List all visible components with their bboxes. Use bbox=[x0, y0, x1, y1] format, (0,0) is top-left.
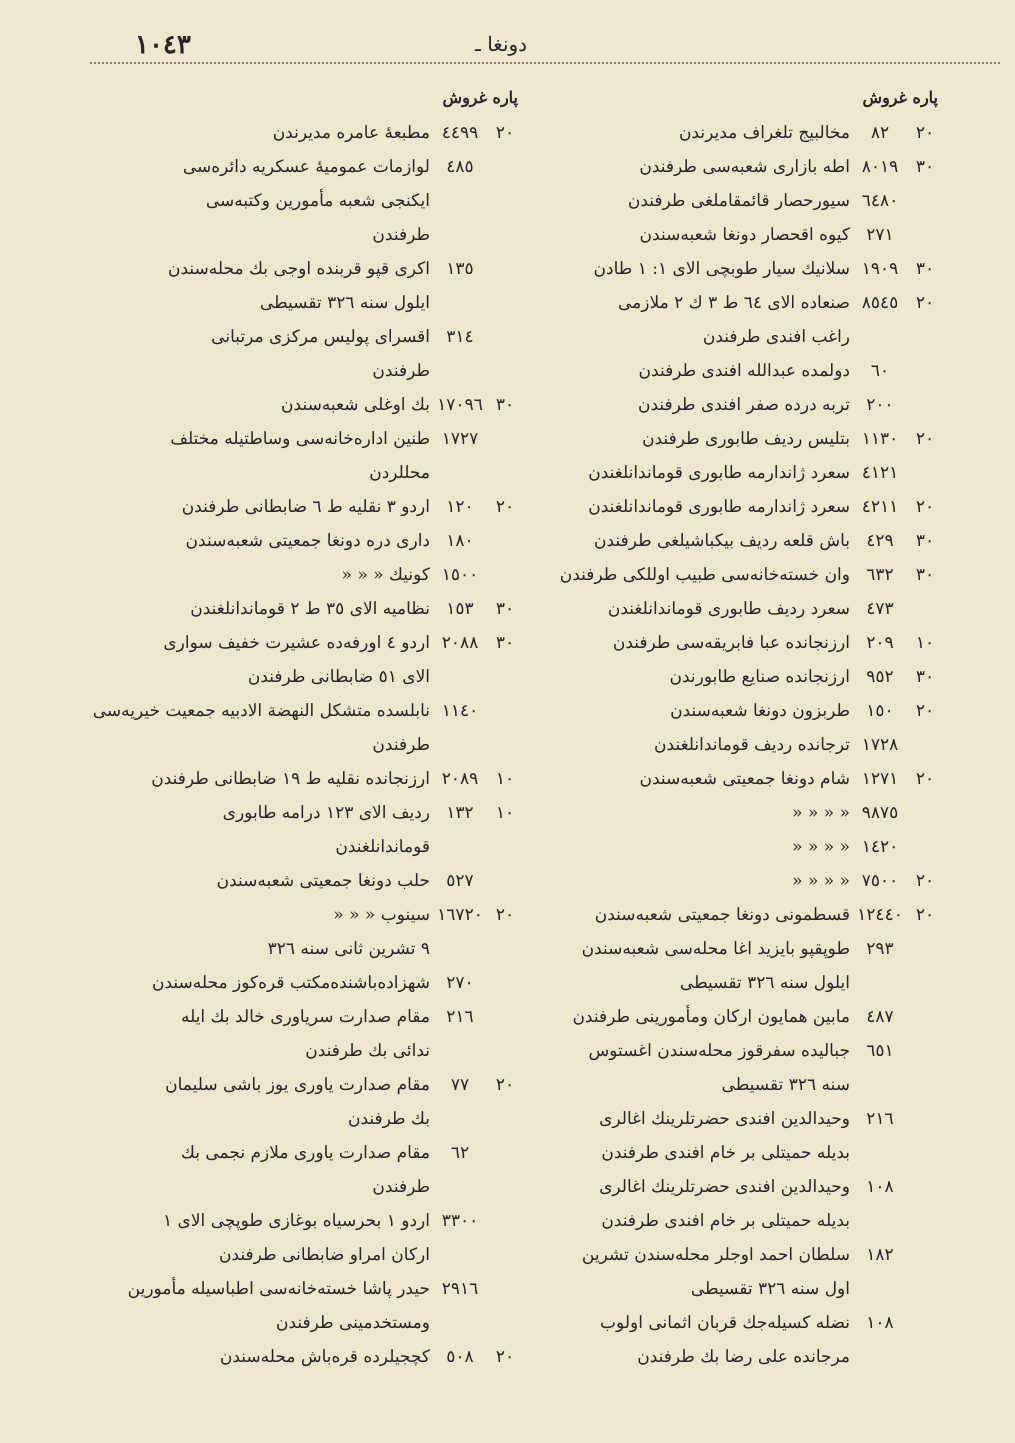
description-line: نابلسده متشکل النهضة الادبیه جمعیت خیریه‌سی bbox=[92, 701, 430, 721]
description-line: قوماندانلغندن bbox=[335, 837, 430, 857]
description-line: بك اوغلی شعبه‌سندن bbox=[281, 395, 430, 415]
donor-description bbox=[95, 626, 430, 694]
ledger-entry bbox=[95, 796, 520, 864]
description-line: سعرد ژاندارمه طابوری قوماندانلغندن bbox=[588, 497, 850, 517]
kurus-amount: ٣٣٠٠ bbox=[441, 1211, 479, 1231]
kurus-amount: ٧٥٠٠ bbox=[861, 871, 899, 891]
kurus-amount: ١٣٥ bbox=[446, 259, 474, 279]
kurus-amount: ١٠٨ bbox=[866, 1313, 894, 1333]
description-line: بدیله حمیتلی بر خام افندی طرفندن bbox=[601, 1143, 850, 1163]
ledger-entry bbox=[545, 898, 940, 932]
ledger-entry bbox=[545, 354, 940, 388]
donor-description bbox=[545, 796, 850, 830]
donor-description bbox=[545, 558, 850, 592]
kurus-amount: ١٥٠ bbox=[866, 701, 894, 721]
donor-description bbox=[545, 592, 850, 626]
description-line: سلطان احمد اوجلر محله‌سندن تشرین bbox=[581, 1245, 850, 1265]
ledger-entry bbox=[545, 286, 940, 354]
ledger-entry bbox=[545, 490, 940, 524]
donor-description bbox=[95, 1000, 430, 1068]
ledger-entry bbox=[545, 694, 940, 728]
donor-description bbox=[95, 864, 430, 898]
kurus-amount: ٨٥٤٥ bbox=[861, 293, 899, 313]
ledger-entry bbox=[545, 728, 940, 762]
ledger-entry bbox=[545, 1034, 940, 1102]
ledger-entry bbox=[545, 660, 940, 694]
description-line: اقسرای پولیس مرکزی مرتبانی bbox=[211, 327, 430, 347]
ledger-entry bbox=[95, 1000, 520, 1068]
description-line: بك طرفندن bbox=[347, 1109, 430, 1129]
description-line: مقام صدارت یاوری یوز باشی سلیمان bbox=[165, 1075, 430, 1095]
donor-description bbox=[545, 626, 850, 660]
ledger-entry bbox=[545, 1102, 940, 1170]
description-line: ردیف الای ١٢٣ درامه طابوری bbox=[222, 803, 430, 823]
kurus-amount: ١٨٢ bbox=[866, 1245, 894, 1265]
ledger-entry bbox=[95, 898, 520, 932]
donor-description bbox=[545, 1102, 850, 1170]
kurus-amount: ٢١٦ bbox=[446, 1007, 474, 1027]
donor-description bbox=[545, 184, 850, 218]
donor-description bbox=[545, 660, 850, 694]
header-rule bbox=[90, 62, 1000, 64]
description-line: حیدر پاشا خسته‌خانه‌سی اطباسیله مأمورین bbox=[127, 1279, 430, 1299]
ledger-entry bbox=[545, 592, 940, 626]
donor-description bbox=[545, 252, 850, 286]
description-line: لوازمات عمومیهٔ عسکریه دائره‌سی bbox=[182, 157, 430, 177]
para-amount: ٢٠ bbox=[915, 769, 935, 789]
kurus-amount: ٤٨٥ bbox=[446, 157, 474, 177]
kurus-amount: ١١٤٠ bbox=[441, 701, 479, 721]
donor-description bbox=[93, 694, 430, 762]
donor-description bbox=[545, 898, 850, 932]
ledger-entry bbox=[545, 626, 940, 660]
description-line: ایلول سنه ٣٢٦ تقسیطی bbox=[679, 973, 850, 993]
ledger-entry bbox=[95, 558, 520, 592]
kurus-amount: ٨٠١٩ bbox=[861, 157, 899, 177]
ledger-entry bbox=[95, 1068, 520, 1136]
description-line: الای ٥١ ضابطانی طرفندن bbox=[247, 667, 430, 687]
description-line: وحیدالدین افندی حضرتلرینك اغالری bbox=[599, 1109, 850, 1129]
donor-description bbox=[95, 422, 430, 490]
para-amount: ١٠ bbox=[495, 769, 515, 789]
description-line: اردو ٤ اورفه‌ده عشیرت خفیف سواری bbox=[163, 633, 430, 653]
donor-description bbox=[95, 524, 430, 558]
kurus-amount: ٢١٦ bbox=[866, 1109, 894, 1129]
ledger-entry bbox=[545, 796, 940, 830]
ledger-entry bbox=[95, 150, 520, 252]
donor-description bbox=[95, 490, 430, 524]
kurus-amount: ٤٢٩ bbox=[866, 531, 894, 551]
para-amount: ٣٠ bbox=[495, 633, 515, 653]
ledger-entry bbox=[545, 184, 940, 218]
description-line: کونیك « « « bbox=[341, 565, 430, 585]
para-amount: ٢٠ bbox=[495, 123, 515, 143]
description-line: « « « « bbox=[792, 803, 850, 823]
ledger-entry bbox=[545, 252, 940, 286]
column-header: پاره غروش bbox=[442, 88, 518, 107]
kurus-amount: ١٠٨ bbox=[866, 1177, 894, 1197]
donor-description bbox=[545, 456, 850, 490]
para-amount: ٢٠ bbox=[495, 1347, 515, 1367]
donor-description bbox=[545, 524, 850, 558]
description-line: ارزنجانده نقلیه ط ١٩ ضابطانی طرفندن bbox=[151, 769, 430, 789]
ledger-entry bbox=[545, 762, 940, 796]
kurus-amount: ١٢٧١ bbox=[861, 769, 899, 789]
ledger-entry bbox=[545, 864, 940, 898]
ledger-entry bbox=[95, 490, 520, 524]
description-line: ندائی بك طرفندن bbox=[305, 1041, 430, 1061]
donor-description bbox=[95, 1272, 430, 1340]
para-amount: ٢٠ bbox=[915, 123, 935, 143]
kurus-amount: ٩٥٢ bbox=[866, 667, 894, 687]
description-line: مطبعهٔ عامره مدیرندن bbox=[272, 123, 430, 143]
donor-description bbox=[95, 1136, 430, 1204]
description-line: قسطمونی دونغا جمعیتی شعبه‌سندن bbox=[594, 905, 850, 925]
donor-description bbox=[545, 150, 850, 184]
ledger-entry bbox=[95, 422, 520, 490]
ledger-entry bbox=[95, 592, 520, 626]
kurus-amount: ٦٢ bbox=[450, 1143, 470, 1163]
left-column bbox=[92, 88, 520, 1374]
donor-description bbox=[95, 1204, 430, 1272]
kurus-amount: ١٢٠ bbox=[446, 497, 474, 517]
description-line: مرجانده علی رضا بك طرفندن bbox=[637, 1347, 850, 1367]
kurus-amount: ٥٠٨ bbox=[446, 1347, 474, 1367]
donor-description bbox=[545, 932, 850, 1000]
donor-description bbox=[95, 796, 430, 864]
kurus-amount: ١٨٠ bbox=[446, 531, 474, 551]
ledger-entry bbox=[545, 932, 940, 1000]
donor-description bbox=[545, 1238, 850, 1306]
kurus-amount: ٢٠٩ bbox=[866, 633, 894, 653]
description-line: نظامیه الای ٣٥ ط ٢ قوماندانلغندن bbox=[190, 599, 430, 619]
ledger-entry bbox=[545, 150, 940, 184]
para-amount: ٢٠ bbox=[495, 905, 515, 925]
kurus-amount: ٦٠ bbox=[870, 361, 890, 381]
kurus-amount: ٢٠٨٨ bbox=[441, 633, 479, 653]
ledger-entry bbox=[545, 218, 940, 252]
description-line: طنین اداره‌خانه‌سی وساطتیله مختلف bbox=[170, 429, 430, 449]
para-amount: ٢٠ bbox=[915, 701, 935, 721]
donor-description bbox=[545, 388, 850, 422]
para-amount: ٣٠ bbox=[915, 157, 935, 177]
kurus-amount: ١٤٢٠ bbox=[861, 837, 899, 857]
para-amount: ٣٠ bbox=[915, 565, 935, 585]
ledger-entry bbox=[95, 116, 520, 150]
kurus-amount: ٢٠٨٩ bbox=[441, 769, 479, 789]
kurus-amount: ١٧٢٧ bbox=[441, 429, 479, 449]
description-line: شهزاده‌باشنده‌مکتب قره‌کوز محله‌سندن bbox=[151, 973, 430, 993]
ledger-entry bbox=[95, 626, 520, 694]
kurus-amount: ٦٤٨٠ bbox=[861, 191, 899, 211]
donor-description bbox=[545, 694, 850, 728]
page-number: ١٠٤٣ bbox=[135, 30, 191, 60]
description-line: وان خسته‌خانه‌سی طبیب اوللکی طرفندن bbox=[559, 565, 850, 585]
kurus-amount: ٦٥١ bbox=[866, 1041, 894, 1061]
description-line: حلب دونغا جمعیتی شعبه‌سندن bbox=[216, 871, 430, 891]
kurus-amount: ٢٩٣ bbox=[866, 939, 894, 959]
ledger-entry bbox=[545, 1238, 940, 1306]
description-line: طرفندن bbox=[372, 735, 430, 755]
description-line: ایکنجی شعبه مأمورین وکتبه‌سی bbox=[205, 191, 430, 211]
ledger-entry bbox=[545, 1170, 940, 1238]
para-amount: ١٠ bbox=[495, 803, 515, 823]
description-line: سینوب « « « bbox=[333, 905, 430, 925]
donor-description bbox=[95, 762, 430, 796]
para-amount: ٣٠ bbox=[915, 667, 935, 687]
kurus-amount: ٢٧١ bbox=[866, 225, 894, 245]
donor-description bbox=[95, 388, 430, 422]
kurus-amount: ٤٧٣ bbox=[866, 599, 894, 619]
description-line: سیورحصار قائمقاملغی طرفندن bbox=[627, 191, 850, 211]
ledger-entry bbox=[545, 830, 940, 864]
description-line: اکری قپو قربنده اوجی بك محله‌سندن bbox=[167, 259, 430, 279]
ledger-entry bbox=[95, 524, 520, 558]
kurus-amount: ٤٤٩٩ bbox=[441, 123, 479, 143]
description-line: طرفندن bbox=[372, 225, 430, 245]
para-amount: ٣٠ bbox=[495, 599, 515, 619]
donor-description bbox=[545, 1034, 850, 1102]
ledger-entry bbox=[545, 1306, 940, 1374]
para-amount: ٢٠ bbox=[915, 871, 935, 891]
description-line: سنه ٣٢٦ تقسیطی bbox=[721, 1075, 850, 1095]
ledger-entry bbox=[95, 932, 520, 966]
description-line: « « « « bbox=[792, 871, 850, 891]
ledger-entry bbox=[545, 524, 940, 558]
donor-description bbox=[95, 116, 430, 150]
donor-description bbox=[545, 1306, 850, 1374]
kurus-amount: ٧٧ bbox=[450, 1075, 470, 1095]
description-line: صنعاده الای ٦٤ ط ٣ ك ٢ ملازمی bbox=[617, 293, 850, 313]
donor-description bbox=[95, 592, 430, 626]
kurus-amount: ٣١٤ bbox=[446, 327, 474, 347]
donor-description bbox=[545, 354, 850, 388]
ledger-entry bbox=[95, 252, 520, 320]
description-line: بدیله حمیتلی بر خام افندی طرفندن bbox=[601, 1211, 850, 1231]
description-line: ترجانده ردیف قوماندانلغندن bbox=[654, 735, 850, 755]
donor-description bbox=[95, 150, 430, 252]
para-amount: ٣٠ bbox=[915, 259, 935, 279]
description-line: کیوه اقحصار دونغا شعبه‌سندن bbox=[639, 225, 850, 245]
ledger-entry bbox=[95, 1340, 520, 1374]
description-line: ارزنجانده عبا فابریقه‌سی طرفندن bbox=[612, 633, 850, 653]
kurus-amount: ١٥٣ bbox=[446, 599, 474, 619]
donor-description bbox=[545, 864, 850, 898]
description-line: باش قلعه ردیف بیکباشیلغی طرفندن bbox=[594, 531, 850, 551]
description-line: راغب افندی طرفندن bbox=[702, 327, 850, 347]
donor-description bbox=[545, 422, 850, 456]
description-line: جبالیده سفرقوز محله‌سندن اغستوس bbox=[588, 1041, 850, 1061]
ledger-entry bbox=[545, 1000, 940, 1034]
kurus-amount: ١٣٢ bbox=[446, 803, 474, 823]
description-line: طرفندن bbox=[372, 1177, 430, 1197]
kurus-amount: ١٢٤٤٠ bbox=[857, 905, 903, 925]
ledger-entry bbox=[545, 558, 940, 592]
para-amount: ٢٠ bbox=[495, 497, 515, 517]
ledger-entry bbox=[95, 388, 520, 422]
donor-description bbox=[545, 1170, 850, 1238]
kurus-amount: ٥٢٧ bbox=[446, 871, 474, 891]
kurus-amount: ٨٢ bbox=[870, 123, 890, 143]
ledger-entry bbox=[95, 864, 520, 898]
kurus-amount: ٤٨٧ bbox=[866, 1007, 894, 1027]
donor-description bbox=[545, 490, 850, 524]
description-line: سعرد ردیف طابوری قوماندانلغندن bbox=[607, 599, 850, 619]
description-line: ارکان امراو ضابطانی طرفندن bbox=[219, 1245, 430, 1265]
description-line: داری دره دونغا جمعیتی شعبه‌سندن bbox=[185, 531, 430, 551]
donor-description bbox=[545, 116, 850, 150]
para-amount: ٢٠ bbox=[915, 497, 935, 517]
description-line: طربزون دونغا شعبه‌سندن bbox=[670, 701, 850, 721]
description-line: مقام صدارت یاوری ملازم نجمی بك bbox=[180, 1143, 430, 1163]
description-line: طوپقپو بایزید اغا محله‌سی شعبه‌سندن bbox=[581, 939, 850, 959]
kurus-amount: ٢٩١٦ bbox=[441, 1279, 479, 1299]
donor-description bbox=[95, 1068, 430, 1136]
right-column bbox=[545, 88, 940, 1374]
description-line: ارزنجانده صنایع طابورندن bbox=[669, 667, 850, 687]
donor-description bbox=[95, 252, 430, 320]
description-line: بتلیس ردیف طابوری طرفندن bbox=[642, 429, 850, 449]
ledger-entry bbox=[545, 456, 940, 490]
donor-description bbox=[95, 898, 430, 932]
description-line: شام دونغا جمعیتی شعبه‌سندن bbox=[639, 769, 850, 789]
donor-description bbox=[545, 728, 850, 762]
description-line: سلانیك سیار طوبچی الای ١: ١ طادن bbox=[593, 259, 850, 279]
ledger-entry bbox=[545, 388, 940, 422]
donor-description bbox=[545, 286, 850, 354]
ledger-entry bbox=[95, 320, 520, 388]
kurus-amount: ٢٧٠ bbox=[446, 973, 474, 993]
ledger-entry bbox=[545, 116, 940, 150]
column-header: پاره غروش bbox=[862, 88, 938, 107]
para-amount: ٢٠ bbox=[915, 293, 935, 313]
kurus-amount: ٦٣٢ bbox=[866, 565, 894, 585]
kurus-amount: ٩٨٧٥ bbox=[861, 803, 899, 823]
description-line: ٩ تشرین ثانی سنه ٣٢٦ bbox=[267, 939, 430, 959]
para-amount: ١٠ bbox=[915, 633, 935, 653]
ledger-entry bbox=[95, 1204, 520, 1272]
donor-description bbox=[95, 1340, 430, 1374]
description-line: نضله کسیله‌جك قربان اثمانی اولوب bbox=[600, 1313, 850, 1333]
para-amount: ٢٠ bbox=[495, 1075, 515, 1095]
donor-description bbox=[545, 762, 850, 796]
donor-description bbox=[545, 830, 850, 864]
ledger-entry bbox=[95, 762, 520, 796]
para-amount: ٣٠ bbox=[495, 395, 515, 415]
ledger-entry bbox=[545, 422, 940, 456]
description-line: دولمده عبدالله افندی طرفندن bbox=[638, 361, 850, 381]
description-line: مقام صدارت سریاوری خالد بك ایله bbox=[180, 1007, 430, 1027]
description-line: اردو ١ بحرسیاه بوغازی طوپچی الای ١ bbox=[163, 1211, 430, 1231]
donor-description bbox=[95, 966, 430, 1000]
ledger-entry bbox=[92, 694, 520, 762]
description-line: طرفندن bbox=[372, 361, 430, 381]
kurus-amount: ١٦٧٢٠ bbox=[437, 905, 483, 925]
description-line: سعرد ژاندارمه طابوری قوماندانلغندن bbox=[588, 463, 850, 483]
kurus-amount: ٤١٢١ bbox=[861, 463, 899, 483]
description-line: ایلول سنه ٣٢٦ تقسیطی bbox=[259, 293, 430, 313]
kurus-amount: ١٩٠٩ bbox=[861, 259, 899, 279]
kurus-amount: ١١٣٠ bbox=[861, 429, 899, 449]
ledger-entry bbox=[95, 966, 520, 1000]
para-amount: ٢٠ bbox=[915, 429, 935, 449]
kurus-amount: ١٥٠٠ bbox=[441, 565, 479, 585]
donor-description bbox=[95, 320, 430, 388]
para-amount: ٢٠ bbox=[915, 905, 935, 925]
page-header bbox=[0, 30, 1015, 64]
description-line: « « « « bbox=[792, 837, 850, 857]
donor-description bbox=[545, 1000, 850, 1034]
description-line: مابین همایون ارکان ومأمورینی طرفندن bbox=[572, 1007, 850, 1027]
kurus-amount: ٢٠٠ bbox=[866, 395, 894, 415]
kurus-amount: ١٧٢٨ bbox=[861, 735, 899, 755]
para-amount: ٣٠ bbox=[915, 531, 935, 551]
ledger-entry bbox=[95, 1272, 520, 1340]
donor-description bbox=[545, 218, 850, 252]
description-line: اول سنه ٣٢٦ تقسیطی bbox=[690, 1279, 850, 1299]
description-line: تربه درده صفر افندی طرفندن bbox=[637, 395, 850, 415]
description-line: مخالبیج تلغراف مدیرندن bbox=[678, 123, 850, 143]
description-line: اردو ٣ نقلیه ط ٦ ضابطانی طرفندن bbox=[181, 497, 430, 517]
running-title: دونغا ـ bbox=[475, 32, 528, 56]
description-line: محللردن bbox=[369, 463, 430, 483]
description-line: ومستخدمینی طرفندن bbox=[275, 1313, 430, 1333]
description-line: وحیدالدین افندی حضرتلرینك اغالری bbox=[599, 1177, 850, 1197]
kurus-amount: ٤٢١١ bbox=[861, 497, 899, 517]
description-line: اطه بازاری شعبه‌سی طرفندن bbox=[639, 157, 850, 177]
description-line: کچجیلرده قره‌باش محله‌سندن bbox=[219, 1347, 430, 1367]
donor-description bbox=[95, 558, 430, 592]
ledger-entry bbox=[95, 1136, 520, 1204]
donor-description bbox=[95, 932, 430, 966]
kurus-amount: ١٧٠٩٦ bbox=[437, 395, 483, 415]
